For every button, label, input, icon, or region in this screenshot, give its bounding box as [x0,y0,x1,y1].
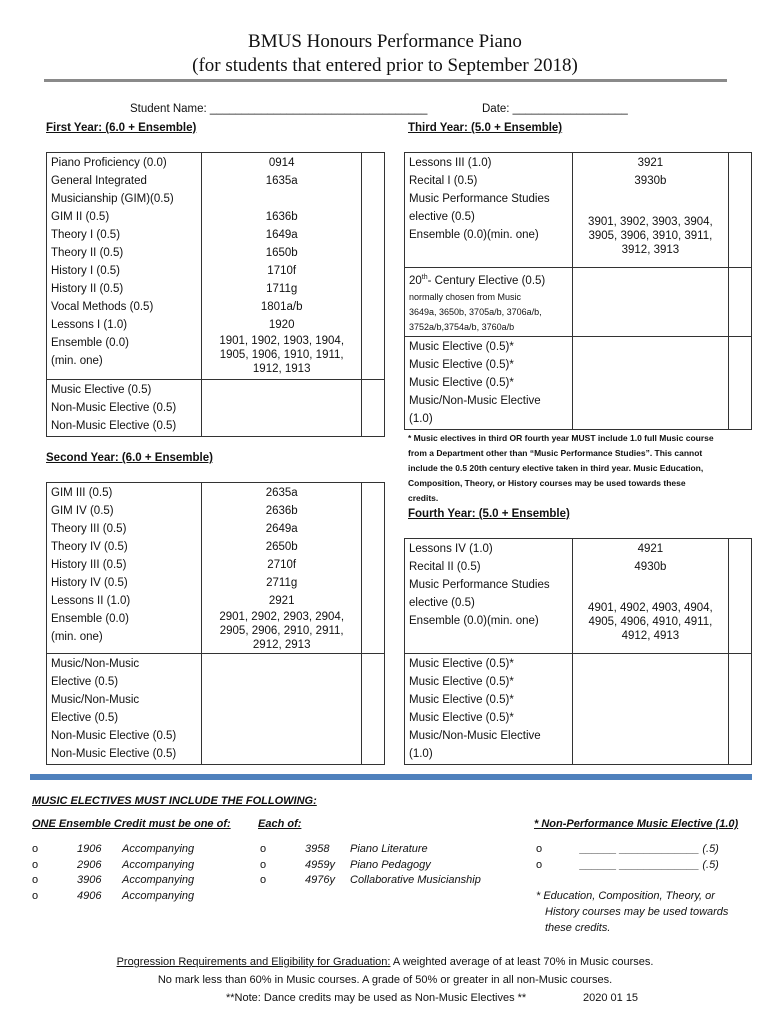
non-performance-note: * Education, Composition, Theory, or History courses may be used towards these credits. [536,890,729,934]
ensemble-credit-list: o 1906 Accompanying o 2906 Accompanying o 3906 Accompanying o 4906 Accompanying [32,843,195,902]
fourth-year-table [404,538,752,765]
second-year-header: Second Year: (6.0 + Ensemble) [46,452,213,464]
third-year-courses: Lessons III (1.0) Recital I (0.5) Music Performance Studies elective (0.5) Ensemble (0.0)(min. one) [405,153,573,268]
second-year-grade-cell[interactable] [361,483,384,654]
fourth-year-electives: Music Elective (0.5)* Music Elective (0.5)* Music Elective (0.5)* Music Elective (0.5)* Music/Non-Music Elective (1.0) [405,654,573,765]
music-electives-header: MUSIC ELECTIVES MUST INCLUDE THE FOLLOWING: [32,795,317,807]
section-divider [30,774,752,780]
first-year-courses: Piano Proficiency (0.0) General Integrated Musicianship (GIM)(0.5) GIM II (0.5) Theory I (0.5) Theory II (0.5) History I (0.5) History II (0.5) Vocal Methods (0.5) Lessons I (1.0) Ensemble (0.0) (min. one) [47,153,202,380]
fourth-year-header: Fourth Year: (5.0 + Ensemble) [408,508,570,520]
third-year-grade-cell[interactable] [728,153,751,268]
first-year-electives: Music Elective (0.5) Non-Music Elective (0.5) Non-Music Elective (0.5) [47,380,202,437]
second-year-courses: GIM III (0.5) GIM IV (0.5) Theory III (0.5) Theory IV (0.5) History III (0.5) History IV (0.5) Lessons II (1.0) Ensemble (0.0) (min. one) [47,483,202,654]
ensemble-credit-header: ONE Ensemble Credit must be one of: [32,818,231,830]
third-year-20th-century: 20th- Century Elective (0.5) normally chosen from Music 3649a, 3650b, 3705a/b, 3706a/b, 3752a/b,3754a/b, 3760a/b [405,268,573,337]
fourth-year-elective-grade-cell[interactable] [728,654,751,765]
second-year-electives: Music/Non-Music Elective (0.5) Music/Non-Music Elective (0.5) Non-Music Elective (0.5) Non-Music Elective (0.5) [47,654,202,765]
page-subtitle: (for students that entered prior to September 2018) [192,55,578,76]
title-divider [44,79,727,82]
fourth-year-courses: Lessons IV (1.0) Recital II (0.5) Music Performance Studies elective (0.5) Ensemble (0.0)(min. one) [405,539,573,654]
second-year-table [46,482,385,765]
date-field[interactable]: Date: __________________ [482,103,628,115]
first-year-table [46,152,385,437]
revision-date: 2020 01 15 [583,992,639,1004]
first-year-codes: 0914 1635a 1636b 1649a 1650b 1710f 1711g 1801a/b 1920 1901, 1902, 1903, 1904, 1905, 1906, 1910, 1911, 1912, 1913 [202,153,361,380]
third-year-20th-grade-cell[interactable] [728,268,751,337]
each-of-header: Each of: [258,818,302,830]
third-year-codes: 3921 3930b 3901, 3902, 3903, 3904, 3905, 3906, 3910, 3911, 3912, 3913 [572,153,728,268]
third-year-header: Third Year: (5.0 + Ensemble) [408,122,563,134]
non-performance-list[interactable]: o ______ _____________ (.5) o ______ _____________ (.5) [536,843,719,871]
third-year-elective-grade-cell[interactable] [728,336,751,429]
fourth-year-codes: 4921 4930b 4901, 4902, 4903, 4904, 4905, 4906, 4910, 4911, 4912, 4913 [572,539,728,654]
first-year-elective-grade-cell[interactable] [361,380,384,437]
first-year-header: First Year: (6.0 + Ensemble) [46,122,197,134]
progression-requirements: Progression Requirements and Eligibility for Graduation: A weighted average of at least 70% in Music courses. [116,956,654,968]
page-title: BMUS Honours Performance Piano [248,31,522,52]
non-performance-header: * Non-Performance Music Elective (1.0) [534,818,739,830]
fourth-year-grade-cell[interactable] [728,539,751,654]
first-year-grade-cell[interactable] [361,153,384,380]
each-of-list: o 3958 Piano Literature o 4959y Piano Pedagogy o 4976y Collaborative Musicianship [260,843,481,886]
mark-requirements: No mark less than 60% in Music courses. A grade of 50% or greater in all non-Music courses. [157,974,613,986]
third-year-electives: Music Elective (0.5)* Music Elective (0.5)* Music Elective (0.5)* Music/Non-Music Elective (1.0) [405,336,573,429]
dance-credits-note: **Note: Dance credits may be used as Non-Music Electives ** [226,992,527,1004]
music-elective-note: * Music electives in third OR fourth year MUST include 1.0 full Music course from a Department other than “Music Performance Studies”. This cannot include the 0.5 20th century elective taken in third year. Music Education, Composition, Theory, or History courses may be used towards these credits. [408,433,714,503]
second-year-codes: 2635a 2636b 2649a 2650b 2710f 2711g 2921 2901, 2902, 2903, 2904, 2905, 2906, 2910, 2911, 2912, 2913 [202,483,361,654]
third-year-table [404,152,752,430]
student-name-field[interactable]: Student Name: __________________________________ [130,103,428,115]
second-year-elective-grade-cell[interactable] [361,654,384,765]
